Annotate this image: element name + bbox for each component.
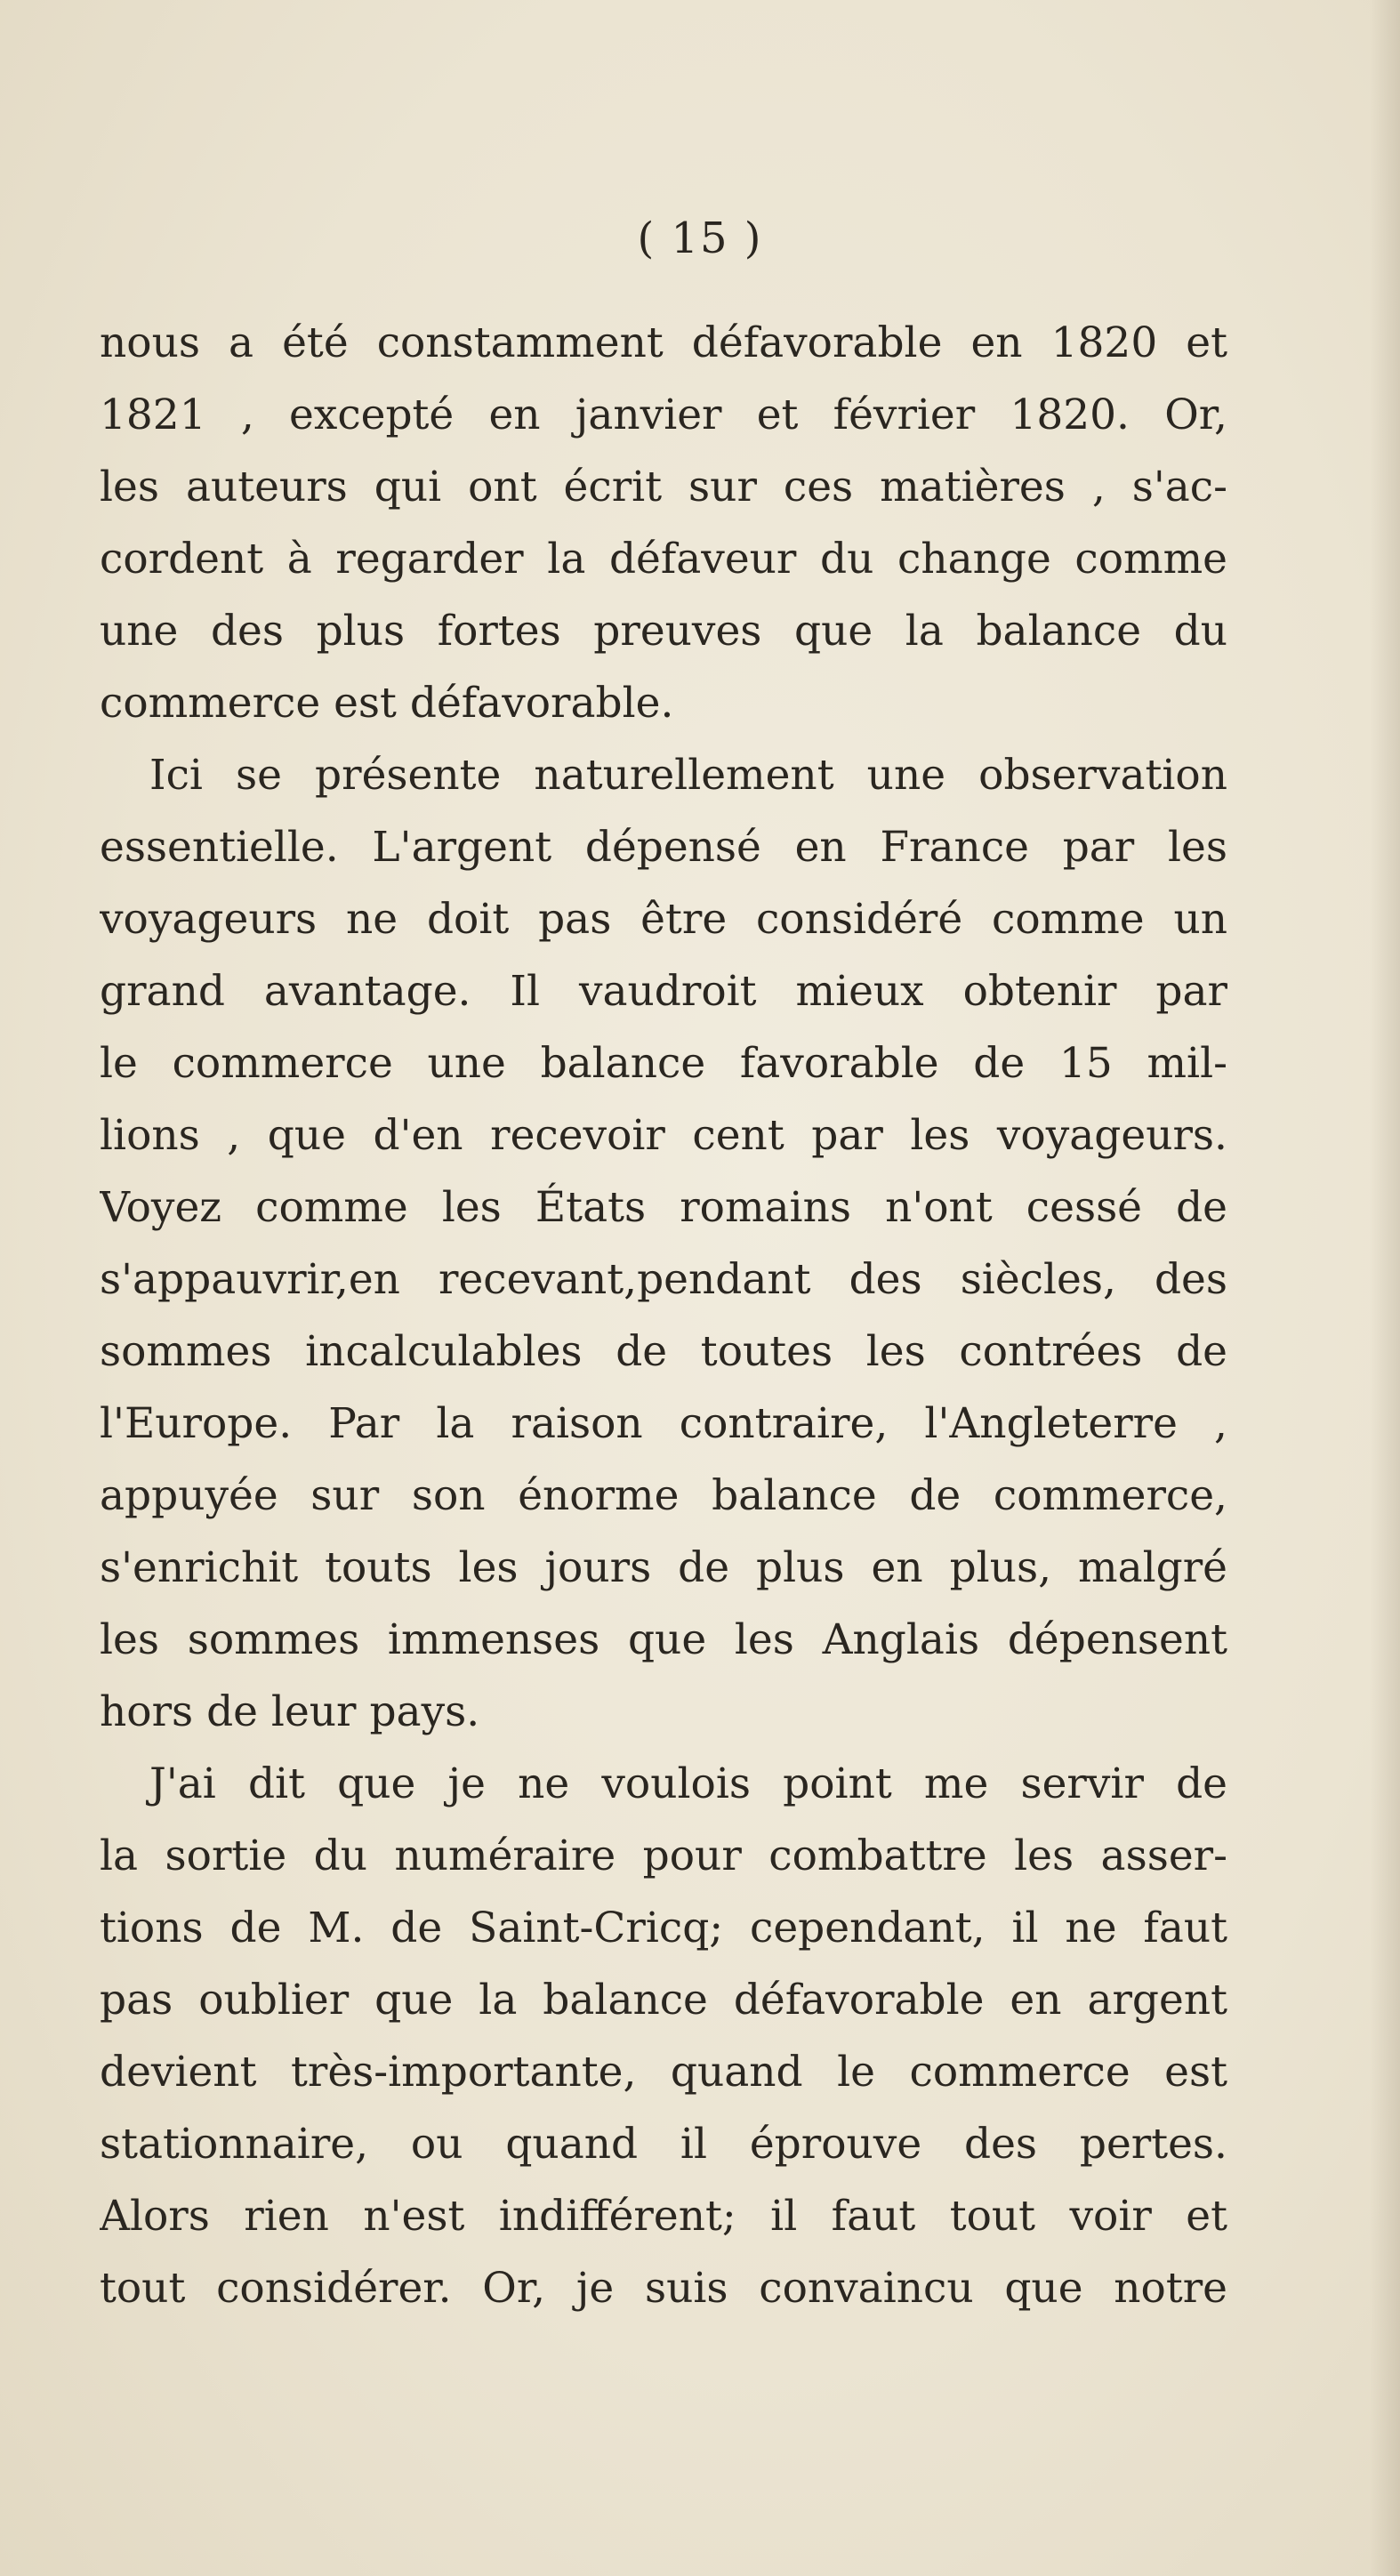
text-line: tions de M. de Saint-Cricq; cependant, il ne faut: [100, 1904, 1227, 1952]
text-line: l'Europe. Par la raison contraire, l'Angleterre ,: [100, 1399, 1227, 1448]
text-line: Ici se présente naturellement une observation: [149, 751, 1227, 800]
text-line: le commerce une balance favorable de 15 mil-: [100, 1039, 1227, 1088]
text-line: cordent à regarder la défaveur du change comme: [100, 535, 1227, 584]
text-line: 1821 , excepté en janvier et février 1820. Or,: [100, 390, 1227, 439]
text-line: s'enrichit touts les jours de plus en plus, malgré: [100, 1543, 1227, 1592]
page-number: ( 15 ): [637, 213, 763, 263]
text-line: s'appauvrir,en recevant,pendant des siècles, des: [100, 1255, 1227, 1304]
text-line: stationnaire, ou quand il éprouve des pertes.: [100, 2120, 1227, 2169]
text-line: J'ai dit que je ne voulois point me servir de: [149, 1759, 1227, 1808]
text-line: les auteurs qui ont écrit sur ces matières , s'ac-: [100, 463, 1227, 511]
text-line: commerce est défavorable.: [100, 679, 674, 728]
text-line: hors de leur pays.: [100, 1687, 480, 1736]
text-line: une des plus fortes preuves que la balance du: [100, 607, 1227, 656]
page-edge-shadow: [1370, 0, 1400, 2576]
text-line: nous a été constamment défavorable en 1820 et: [100, 318, 1227, 367]
text-line: appuyée sur son énorme balance de commerce,: [100, 1471, 1227, 1520]
text-line: grand avantage. Il vaudroit mieux obtenir par: [100, 967, 1227, 1016]
text-line: la sortie du numéraire pour combattre les asser-: [100, 1831, 1227, 1880]
text-line: Voyez comme les États romains n'ont cessé de: [100, 1183, 1227, 1232]
text-line: sommes incalculables de toutes les contrées de: [100, 1327, 1227, 1376]
text-line: devient très-importante, quand le commerce est: [100, 2048, 1227, 2097]
text-line: pas oublier que la balance défavorable en argent: [100, 1976, 1227, 2025]
text-line: Alors rien n'est indifférent; il faut tout voir et: [100, 2192, 1227, 2241]
text-line: les sommes immenses que les Anglais dépensent: [100, 1615, 1227, 1664]
text-line: lions , que d'en recevoir cent par les voyageurs.: [100, 1111, 1227, 1160]
text-line: voyageurs ne doit pas être considéré comme un: [100, 895, 1227, 944]
text-line: essentielle. L'argent dépensé en France par les: [100, 823, 1227, 872]
text-line: tout considérer. Or, je suis convaincu que notre: [100, 2264, 1227, 2313]
body-text: [100, 307, 1227, 2324]
